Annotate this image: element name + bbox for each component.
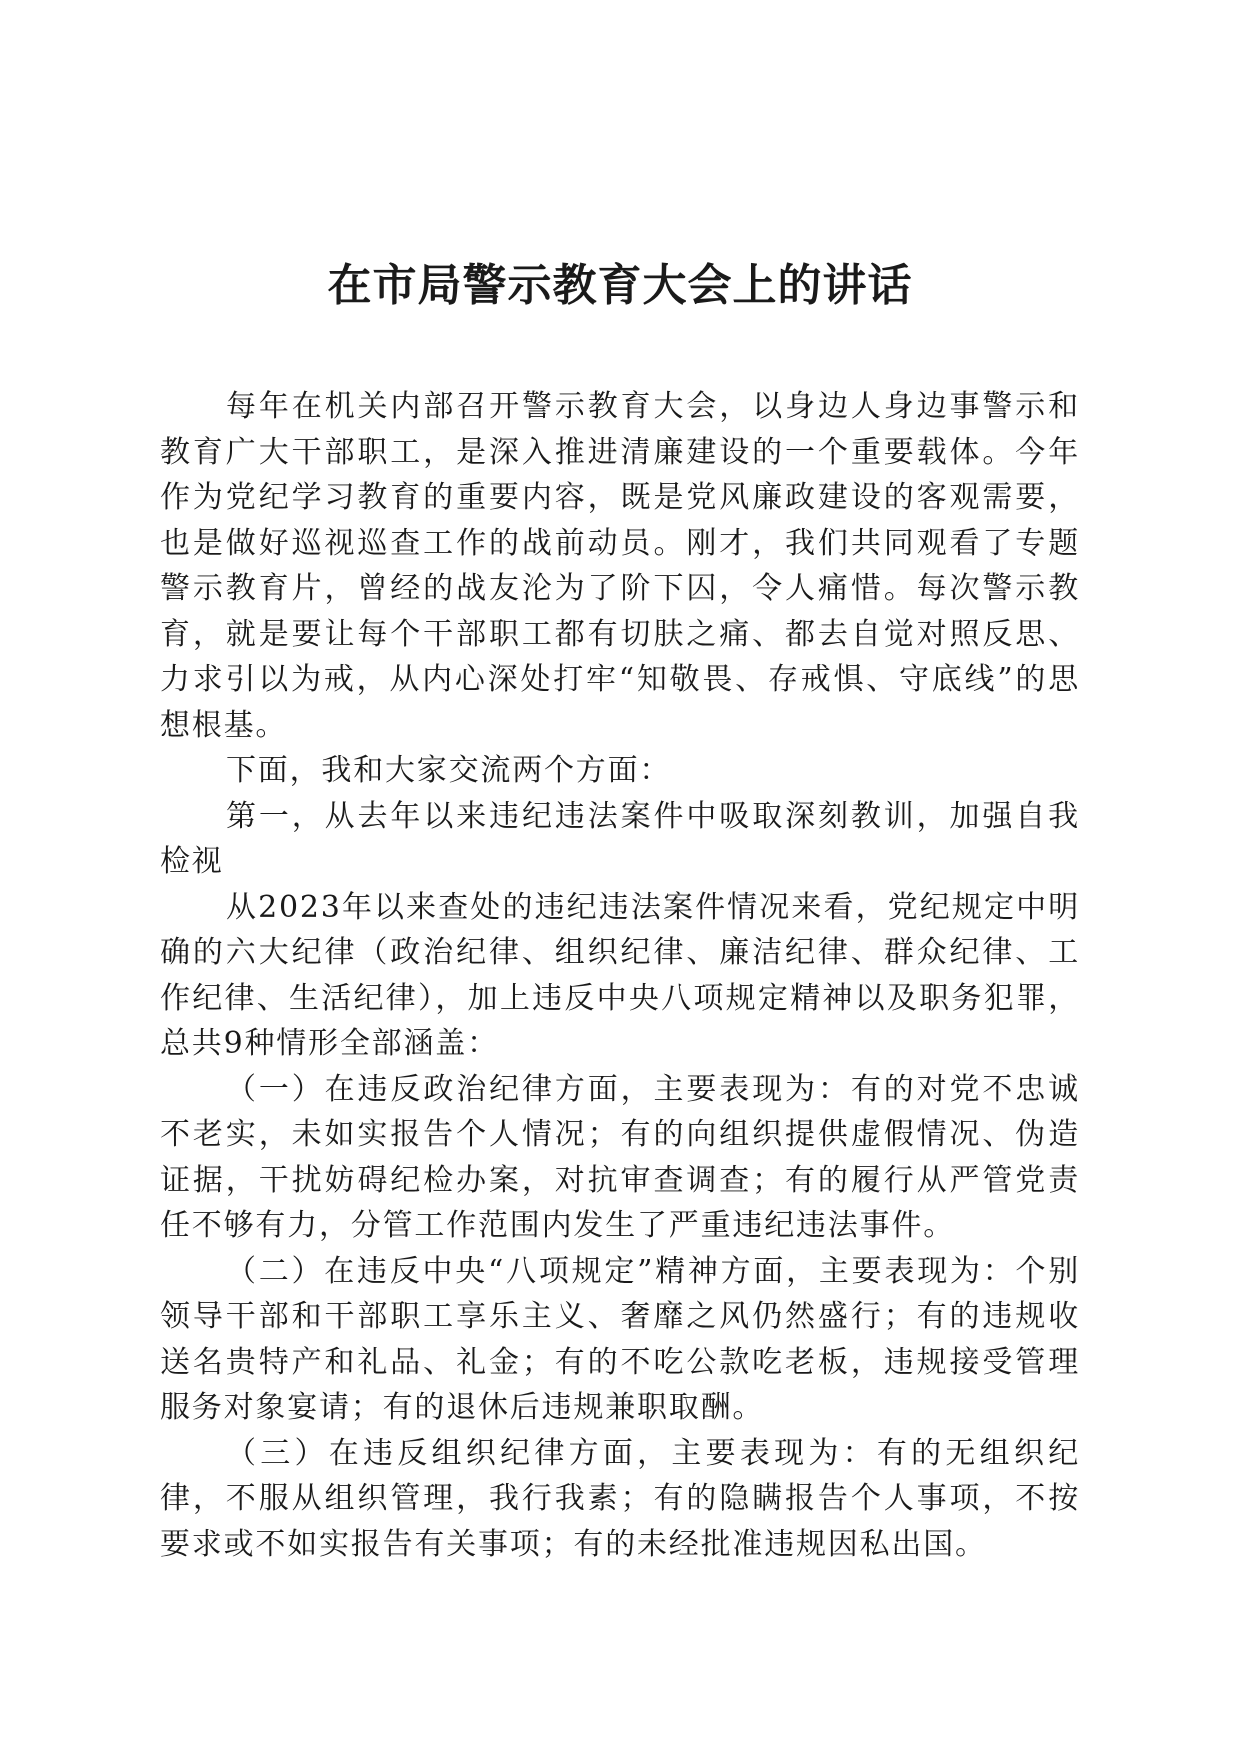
section-heading-first: 第一，从去年以来违纪违法案件中吸取深刻教训，加强自我检视 xyxy=(160,798,1080,879)
paragraph-intro: 每年在机关内部召开警示教育大会，以身边人身边事警示和教育广大干部职工，是深入推进清廉建设的一个重要载体。今年作为党纪学习教育的重要内容，既是党风廉政建设的客观需要，也是做好巡视巡查工作的战前动员。刚才，我们共同观看了专题警示教育片，曾经的战友沦为了阶下囚，令人痛惜。每次警示教育，就是要让每个干部职工都有切肤之痛、都去自觉对照反思、力求引以为戒，从内心深处打牢“知敬畏、存戒惧、守底线”的思想根基。 xyxy=(160,389,1080,743)
document-title: 在市局警示教育大会上的讲话 xyxy=(327,260,913,311)
paragraph-case-overview: 从2023年以来查处的违纪违法案件情况来看，党纪规定中明确的六大纪律（政治纪律、组织纪律、廉洁纪律、群众纪律、工作纪律、生活纪律），加上违反中央八项规定精神以及职务犯罪，总共9种情形全部涵盖： xyxy=(160,889,1080,1061)
paragraph-political-discipline: （一）在违反政治纪律方面，主要表现为：有的对党不忠诚不老实，未如实报告个人情况；有的向组织提供虚假情况、伪造证据，干扰妨碍纪检办案，对抗审查调查；有的履行从严管党责任不够有力，分管工作范围内发生了严重违纪违法事件。 xyxy=(160,1071,1080,1243)
paragraph-organizational-discipline: （三）在违反组织纪律方面，主要表现为：有的无组织纪律，不服从组织管理，我行我素；有的隐瞒报告个人事项，不按要求或不如实报告有关事项；有的未经批准违规因私出国。 xyxy=(160,1435,1080,1562)
document-body xyxy=(160,384,1080,1567)
paragraph-transition: 下面，我和大家交流两个方面： xyxy=(226,753,672,788)
paragraph-eight-regulations: （二）在违反中央“八项规定”精神方面，主要表现为：个别领导干部和干部职工享乐主义、奢靡之风仍然盛行；有的违规收送名贵特产和礼品、礼金；有的不吃公款吃老板，违规接受管理服务对象宴请；有的退休后违规兼职取酬。 xyxy=(160,1253,1080,1425)
